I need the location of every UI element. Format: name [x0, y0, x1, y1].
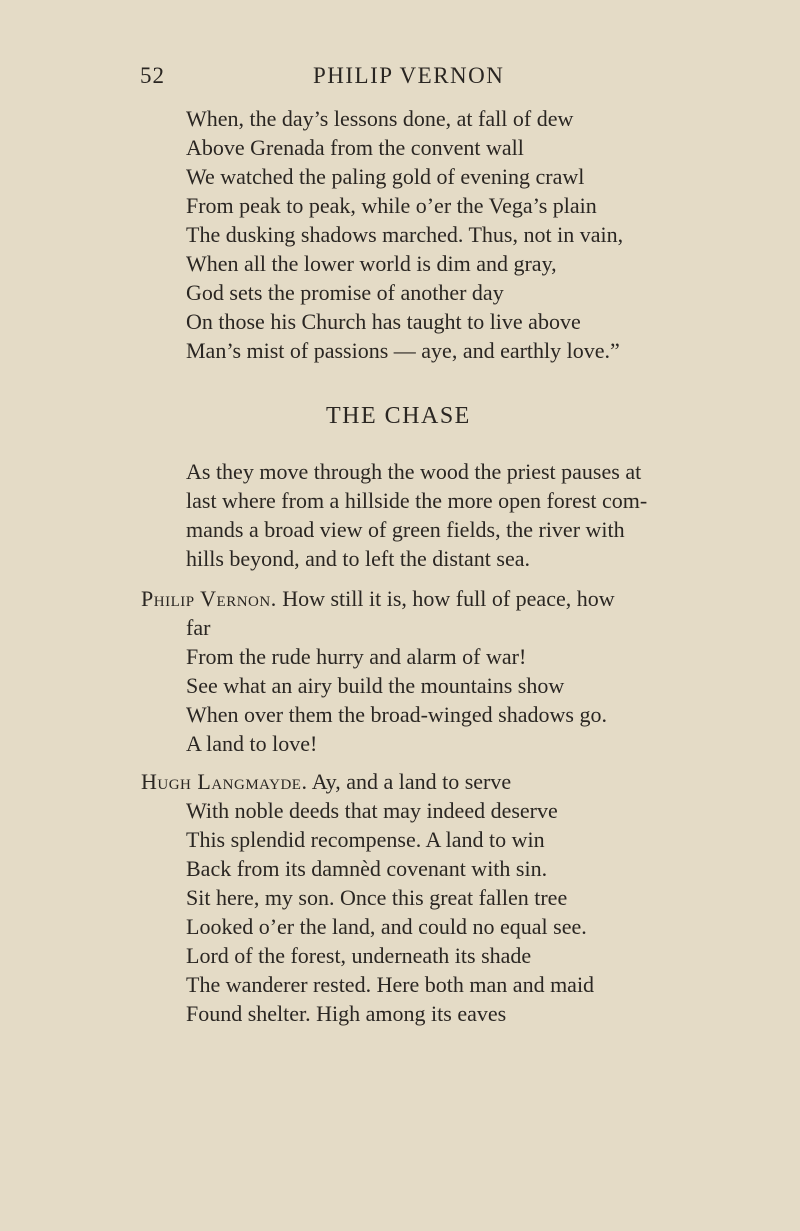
speech-line: Sit here, my son. Once this great fallen tree: [186, 885, 568, 910]
poem-line: God sets the promise of another day: [186, 280, 504, 305]
stage-direction-line: As they move through the wood the priest pauses at: [186, 459, 642, 484]
speech-first-line: [141, 584, 615, 613]
speech-line: A land to love!: [186, 731, 318, 756]
speech-line: Lord of the forest, underneath its shade: [186, 943, 532, 968]
poem-line: When, the day’s lessons done, at fall of dew: [186, 106, 574, 131]
speech-line: far: [186, 615, 211, 640]
poem-line: The dusking shadows marched. Thus, not in vain,: [186, 222, 624, 247]
speaker-name: Hugh Langmayde.: [141, 769, 308, 794]
speech-line: The wanderer rested. Here both man and maid: [186, 972, 595, 997]
speech-line: Found shelter. High among its eaves: [186, 1001, 507, 1026]
poem-line: On those his Church has taught to live above: [186, 309, 581, 334]
running-head: PHILIP VERNON: [313, 63, 505, 88]
stage-direction-line: hills beyond, and to left the distant sea.: [186, 546, 530, 571]
speech-line: How still it is, how full of peace, how: [282, 586, 615, 611]
poem-line: We watched the paling gold of evening crawl: [186, 164, 585, 189]
poem-line: From peak to peak, while o’er the Vega’s plain: [186, 193, 597, 218]
poem-line: Man’s mist of passions — aye, and earthly love.”: [186, 338, 620, 363]
stage-direction-line: last where from a hillside the more open forest com-: [186, 488, 648, 513]
speaker-name: Philip Vernon.: [141, 586, 277, 611]
poem-line: Above Grenada from the convent wall: [186, 135, 524, 160]
page-number: 52: [140, 63, 165, 88]
speech-line: Looked o’er the land, and could no equal see.: [186, 914, 587, 939]
speech-line: Back from its damnèd covenant with sin.: [186, 856, 548, 881]
speech-line: From the rude hurry and alarm of war!: [186, 644, 527, 669]
speech-line: See what an airy build the mountains show: [186, 673, 565, 698]
section-heading: THE CHASE: [326, 403, 471, 429]
speech-line: Ay, and a land to serve: [311, 769, 512, 794]
speech-line: With noble deeds that may indeed deserve: [186, 798, 558, 823]
speech-line: This splendid recompense. A land to win: [186, 827, 545, 852]
poem-line: When all the lower world is dim and gray,: [186, 251, 557, 276]
speech-line: When over them the broad-winged shadows go.: [186, 702, 607, 727]
speech-first-line: [141, 767, 511, 796]
stage-direction-line: mands a broad view of green fields, the river with: [186, 517, 625, 542]
